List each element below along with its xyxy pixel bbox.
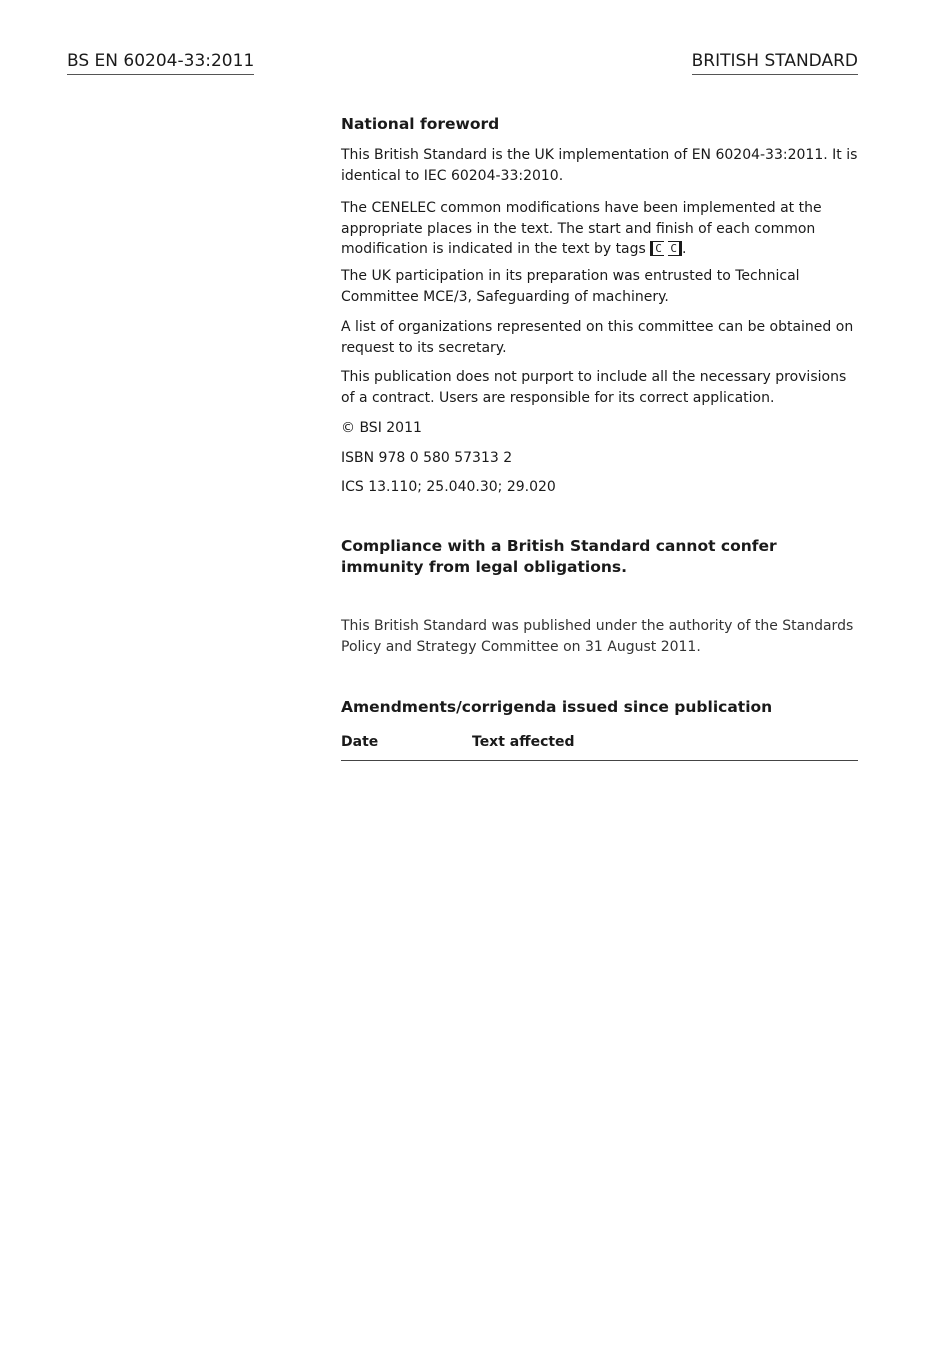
foreword-paragraph-5-block bbox=[341, 367, 858, 408]
ics-block bbox=[341, 477, 858, 498]
column-header-text-affected: Text affected bbox=[472, 734, 575, 750]
ics-line: ICS 13.110; 25.040.30; 29.020 bbox=[341, 479, 556, 495]
foreword-paragraph-3-block bbox=[341, 266, 858, 307]
common-modification-start-tag: C bbox=[650, 241, 664, 256]
foreword-paragraph-3: The UK participation in its preparation was entrusted to Technical Committee MCE/3, Safeguarding of machinery. bbox=[341, 268, 800, 305]
national-foreword-section bbox=[341, 114, 858, 135]
foreword-paragraph-4-block bbox=[341, 317, 858, 358]
document-number: BS EN 60204-33:2011 bbox=[67, 50, 254, 75]
foreword-title: National foreword bbox=[341, 115, 500, 133]
amendments-title: Amendments/corrigenda issued since publication bbox=[341, 698, 773, 716]
isbn-block bbox=[341, 448, 858, 469]
foreword-paragraph-4: A list of organizations represented on this committee can be obtained on request to its secretary. bbox=[341, 319, 854, 356]
compliance-statement: Compliance with a British Standard cannot confer immunity from legal obligations. bbox=[341, 537, 777, 576]
compliance-section bbox=[341, 536, 858, 578]
amendments-section bbox=[341, 697, 858, 718]
foreword-paragraph-2 bbox=[341, 198, 858, 260]
amendments-table-header bbox=[341, 732, 858, 761]
common-modification-end-tag: C bbox=[668, 241, 682, 256]
series-title: BRITISH STANDARD bbox=[692, 50, 858, 75]
foreword-paragraph-5: This publication does not purport to include all the necessary provisions of a contract. Users are responsible for its correct application. bbox=[341, 369, 847, 406]
isbn-line: ISBN 978 0 580 57313 2 bbox=[341, 450, 513, 466]
foreword-paragraph-2-block bbox=[341, 198, 858, 260]
foreword-body bbox=[341, 145, 858, 186]
copyright-block bbox=[341, 418, 858, 439]
foreword-paragraph-2-end: . bbox=[681, 241, 687, 257]
publication-section bbox=[341, 616, 858, 657]
publication-statement: This British Standard was published under the authority of the Standards Policy and Strategy Committee on 31 August 2011. bbox=[341, 618, 854, 655]
column-header-date: Date bbox=[341, 734, 379, 750]
copyright-line: © BSI 2011 bbox=[341, 420, 422, 436]
foreword-paragraph-2-text: The CENELEC common modifications have been implemented at the appropriate places in the text. The start and finish of each common modification is indicated in the text by tags bbox=[341, 200, 822, 257]
foreword-paragraph-1: This British Standard is the UK implementation of EN 60204-33:2011. It is identical to IEC 60204-33:2010. bbox=[341, 147, 858, 184]
